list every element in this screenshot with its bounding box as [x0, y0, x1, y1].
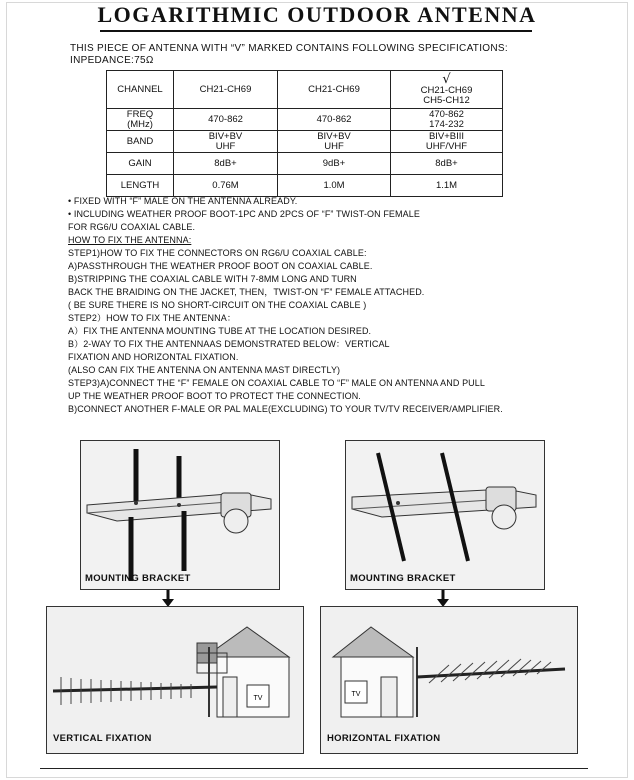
table-row-band [107, 131, 503, 153]
mount-figure-right [345, 440, 545, 590]
cell-line: UHF/VHF [425, 140, 468, 152]
table-row-gain [107, 153, 503, 175]
row-label: GAIN [107, 153, 174, 175]
mount-caption-left: MOUNTING BRACKET [85, 573, 191, 584]
cell-line: UHF [215, 140, 236, 152]
table-cell: 470-862 [278, 109, 391, 131]
step-line: A)PASSTHROUGH THE WEATHER PROOF BOOT ON COAXIAL CABLE. [68, 261, 373, 271]
row-label [107, 109, 174, 131]
howto-heading: HOW TO FIX THE ANTENNA: [68, 235, 192, 245]
cell-line: BIV+BV [208, 130, 243, 142]
table-cell [174, 131, 278, 153]
step-line: STEP1)HOW TO FIX THE CONNECTORS ON RG6/U COAXIAL CABLE: [68, 248, 367, 258]
horizontal-fixation-caption: HORIZONTAL FIXATION [327, 733, 441, 744]
step-line: FIXATION AND HORIZONTAL FIXATION. [68, 352, 239, 362]
horizontal-fixation-figure [320, 606, 578, 754]
table-cell: 8dB+ [174, 153, 278, 175]
table-cell: 0.76M [174, 175, 278, 197]
table-cell: 470-862 [174, 109, 278, 131]
mount-figure-left [80, 440, 280, 590]
table-cell: 8dB+ [391, 153, 503, 175]
step-line: UP THE WEATHER PROOF BOOT TO PROTECT THE CONNECTION. [68, 391, 361, 401]
tv-label: TV [253, 695, 263, 702]
mount-bracket-horizontal-illustration [346, 441, 544, 589]
table-row-length [107, 175, 503, 197]
table-cell: 9dB+ [278, 153, 391, 175]
vertical-fixation-figure [46, 606, 304, 754]
table-cell: CH21-CH69 [174, 71, 278, 109]
bottom-rule [40, 768, 588, 769]
step-line: STEP2）HOW TO FIX THE ANTENNA： [68, 313, 236, 323]
table-cell: 1.1M [391, 175, 503, 197]
spec-table [106, 70, 503, 197]
cell-line: CH21-CH69 [420, 84, 473, 96]
row-label: LENGTH [107, 175, 174, 197]
row-label: CHANNEL [107, 71, 174, 109]
table-row-freq [107, 109, 503, 131]
tv-label: TV [351, 691, 361, 698]
step-line: B）2-WAY TO FIX THE ANTENNAAS DEMONSTRATED BELOW：VERTICAL [68, 339, 390, 349]
cell-line: BIV+BIII [428, 130, 465, 142]
note-line: FOR RG6/U COAXIAL CABLE. [68, 222, 196, 232]
check-mark-icon: √ [442, 71, 451, 87]
intro-line-2: INPEDANCE:75Ω [70, 55, 154, 66]
table-cell [278, 131, 391, 153]
cell-line: 470-862 [429, 108, 464, 120]
vertical-fixation-caption: VERTICAL FIXATION [53, 733, 152, 744]
cell-line: UHF [324, 140, 344, 152]
mount-caption-right: MOUNTING BRACKET [350, 573, 456, 584]
table-cell: 1.0M [278, 175, 391, 197]
table-cell: CH21-CH69 [278, 71, 391, 109]
house-horizontal-antenna-illustration [321, 607, 577, 753]
step-line: A）FIX THE ANTENNA MOUNTING TUBE AT THE LOCATION DESIRED. [68, 326, 372, 336]
intro [70, 43, 508, 67]
table-cell [391, 109, 503, 131]
row-label-line: FREQ [126, 108, 154, 120]
step-line: STEP3)A)CONNECT THE “F” FEMALE ON COAXIAL CABLE TO “F” MALE ON ANTENNA AND PULL [68, 378, 485, 388]
cell-line: BIV+BV [317, 130, 351, 142]
house-vertical-antenna-illustration [47, 607, 303, 753]
cell-line: CH5-CH12 [423, 94, 470, 106]
step-line: BACK THE BRAIDING ON THE JACKET, THEN，TWIST-ON “F” FEMALE ATTACHED. [68, 287, 425, 297]
step-line: B)STRIPPING THE COAXIAL CABLE WITH 7-8MM LONG AND TURN [68, 274, 357, 284]
instructions [68, 195, 503, 416]
note-line: • INCLUDING WEATHER PROOF BOOT-1PC AND 2PCS OF “F” TWIST-ON FEMALE [68, 209, 420, 219]
title-underline [100, 30, 532, 32]
page-title: LOGARITHMIC OUTDOOR ANTENNA [97, 2, 537, 27]
step-line: B)CONNECT ANOTHER F-MALE OR PAL MALE(EXCLUDING) TO YOUR TV/TV RECEIVER/AMPLIFIER. [68, 404, 503, 414]
step-line: (ALSO CAN FIX THE ANTENNA ON ANTENNA MAST DIRECTLY) [68, 365, 341, 375]
note-line: • FIXED WITH “F” MALE ON THE ANTENNA ALREADY. [68, 196, 298, 206]
table-cell [391, 131, 503, 153]
table-row-channel [107, 71, 503, 109]
row-label: BAND [107, 131, 174, 153]
table-cell-selected [391, 71, 503, 109]
mount-bracket-vertical-illustration [81, 441, 279, 589]
cell-line: 174-232 [429, 118, 464, 130]
row-label-line: (MHz) [127, 118, 153, 130]
intro-line-1: THIS PIECE OF ANTENNA WITH “V” MARKED CONTAINS FOLLOWING SPECIFICATIONS: [70, 43, 508, 54]
step-line: ( BE SURE THERE IS NO SHORT-CIRCUIT ON THE COAXIAL CABLE ) [68, 300, 367, 310]
